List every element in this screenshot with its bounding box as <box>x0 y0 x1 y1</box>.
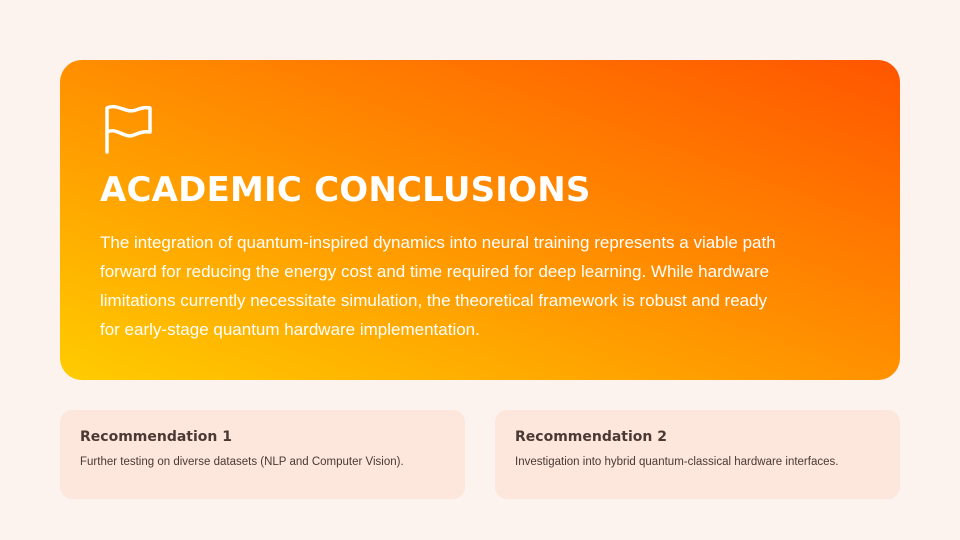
conclusion-paragraph: The integration of quantum-inspired dynamics into neural training represents a viable path forward for reducing the energy cost and time required for deep learning. While hardware limitations currently necessitate simulation, the theoretical framework is robust and ready for early-stage quantum hardware implementation. <box>100 233 776 339</box>
conclusion-hero-panel <box>60 60 900 380</box>
flag-icon <box>100 102 156 158</box>
recommendation-text: Further testing on diverse datasets (NLP and Computer Vision). <box>80 456 404 468</box>
recommendation-card-1 <box>60 410 465 499</box>
recommendation-card-2 <box>495 410 900 499</box>
recommendation-text: Investigation into hybrid quantum-classical hardware interfaces. <box>515 456 839 468</box>
recommendation-title: Recommendation 1 <box>80 429 232 445</box>
page-title: ACADEMIC CONCLUSIONS <box>100 170 591 210</box>
recommendation-title: Recommendation 2 <box>515 429 667 445</box>
